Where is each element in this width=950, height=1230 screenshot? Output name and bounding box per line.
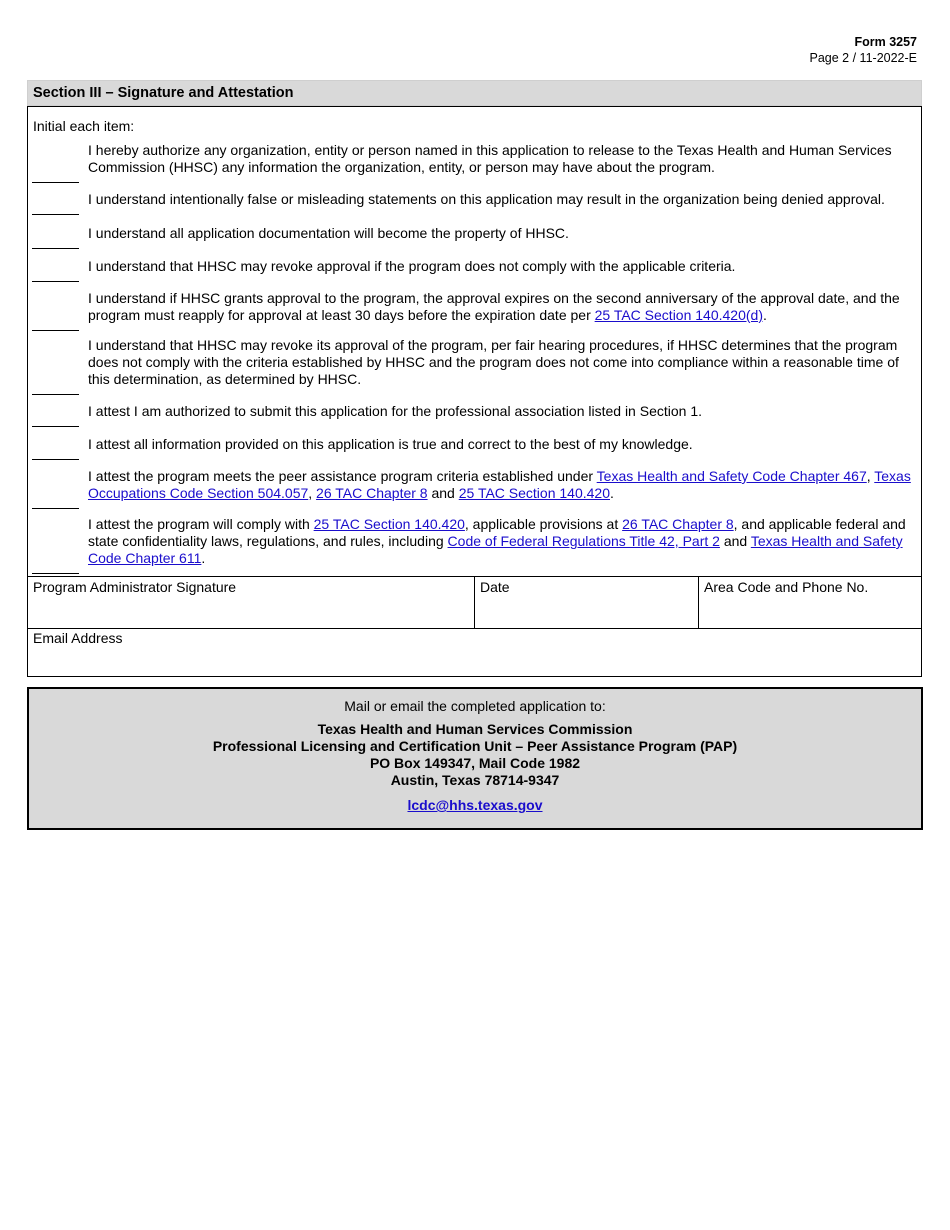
item-text-end: . (201, 550, 206, 566)
email-link[interactable]: lcdc@hhs.texas.gov (407, 797, 543, 813)
signature-row (28, 576, 921, 629)
attestation-item-authorize (88, 142, 913, 176)
initial-instructions: Initial each item: (33, 118, 135, 134)
address-line: Professional Licensing and Certification Unit – Peer Assistance Program (PAP) (212, 738, 738, 754)
item-text: I understand that HHSC may revoke its approval of the program, per fair hearing procedures, if HHSC determines that the program does not comply with the criteria established by HHSC and the program does not come into compliance within a reasonable time of this determination, as determined by HHSC. (88, 337, 899, 387)
attestation-item-revoke (88, 258, 913, 275)
link-hsc-chapter-467[interactable]: Texas Health and Safety Code Chapter 467 (596, 468, 867, 484)
link-hsc-chapter-611[interactable]: Texas Health and Safety Code Chapter 611 (88, 533, 903, 566)
item-text-sep: , (308, 485, 317, 501)
mailing-instructions (27, 687, 923, 830)
page-info: Page 2 / 11-2022-E (809, 51, 917, 65)
mail-lead: Mail or email the completed application to: (344, 698, 606, 714)
initial-field[interactable] (32, 330, 79, 331)
initial-field[interactable] (32, 248, 79, 249)
item-text: I attest the program meets the peer assistance program criteria established under (88, 468, 597, 484)
item-text: I understand intentionally false or misleading statements on this application may result in the organization being denied approval. (88, 191, 885, 207)
attestation-item-comply (88, 516, 913, 567)
link-25-tac-140-420[interactable]: 25 TAC Section 140.420 (313, 516, 465, 532)
attestation-item-true-correct (88, 436, 913, 453)
item-text-sep: and (719, 533, 751, 549)
date-field[interactable] (475, 577, 699, 628)
item-text-end: . (763, 307, 767, 323)
attestation-item-criteria (88, 468, 913, 502)
mailing-address (29, 721, 921, 789)
item-text: I attest I am authorized to submit this application for the professional association listed in Section 1. (88, 403, 702, 419)
item-text: I understand that HHSC may revoke approval if the program does not comply with the applicable criteria. (88, 258, 736, 274)
attestation-item-property (88, 225, 913, 242)
phone-field[interactable] (699, 577, 921, 628)
attestation-item-fair-hearing (88, 337, 913, 388)
address-line: PO Box 149347, Mail Code 1982 (369, 755, 581, 771)
initial-field[interactable] (32, 281, 79, 282)
form-header (810, 34, 917, 66)
item-text: I understand all application documentation will become the property of HHSC. (88, 225, 569, 241)
form-number: Form 3257 (854, 35, 917, 49)
initial-field[interactable] (32, 573, 79, 574)
item-text: I attest all information provided on this application is true and correct to the best of my knowledge. (88, 436, 693, 452)
link-25-tac-140-420d[interactable]: 25 TAC Section 140.420(d) (594, 307, 763, 323)
email-label: Email Address (33, 630, 123, 646)
link-26-tac-chapter-8[interactable]: 26 TAC Chapter 8 (622, 516, 734, 532)
link-25-tac-140-420[interactable]: 25 TAC Section 140.420 (458, 485, 610, 501)
initial-field[interactable] (32, 426, 79, 427)
item-text-sep: , applicable provisions at (464, 516, 623, 532)
initial-field[interactable] (32, 394, 79, 395)
link-cfr-title-42-part-2[interactable]: Code of Federal Regulations Title 42, Part 2 (447, 533, 720, 549)
item-text-sep: , and applicable federal and state confidentiality laws, regulations, and rules, including (88, 516, 906, 549)
item-text: I hereby authorize any organization, entity or person named in this application to release to the Texas Health and Human Services Commission (HHSC) any information the organization, entity, or person may have about the program. (88, 142, 892, 175)
initial-field[interactable] (32, 459, 79, 460)
signature-label: Program Administrator Signature (33, 579, 237, 595)
email-field[interactable] (28, 627, 921, 676)
address-line: Texas Health and Human Services Commission (317, 721, 633, 737)
initial-field[interactable] (32, 508, 79, 509)
link-occupations-code-504-057[interactable]: Texas Occupations Code Section 504.057 (88, 468, 911, 501)
initial-field[interactable] (32, 214, 79, 215)
attestation-item-expires (88, 290, 913, 324)
signature-field[interactable] (28, 577, 475, 628)
address-line: Austin, Texas 78714-9347 (390, 772, 560, 788)
item-text-end: . (610, 485, 614, 501)
attestation-item-authorized-submit (88, 403, 913, 420)
attestation-panel (27, 106, 922, 677)
item-text-sep: , (866, 468, 875, 484)
item-text: I attest the program will comply with (88, 516, 314, 532)
phone-label: Area Code and Phone No. (704, 579, 869, 595)
section-title: Section III – Signature and Attestation (27, 80, 922, 106)
item-text-sep: and (427, 485, 459, 501)
initial-field[interactable] (32, 182, 79, 183)
link-26-tac-chapter-8[interactable]: 26 TAC Chapter 8 (316, 485, 428, 501)
item-text: I understand if HHSC grants approval to the program, the approval expires on the second anniversary of the approval date, and the program must reapply for approval at least 30 days before the expiration date per (88, 290, 900, 323)
date-label: Date (480, 579, 510, 595)
attestation-item-false-statements (88, 191, 913, 208)
